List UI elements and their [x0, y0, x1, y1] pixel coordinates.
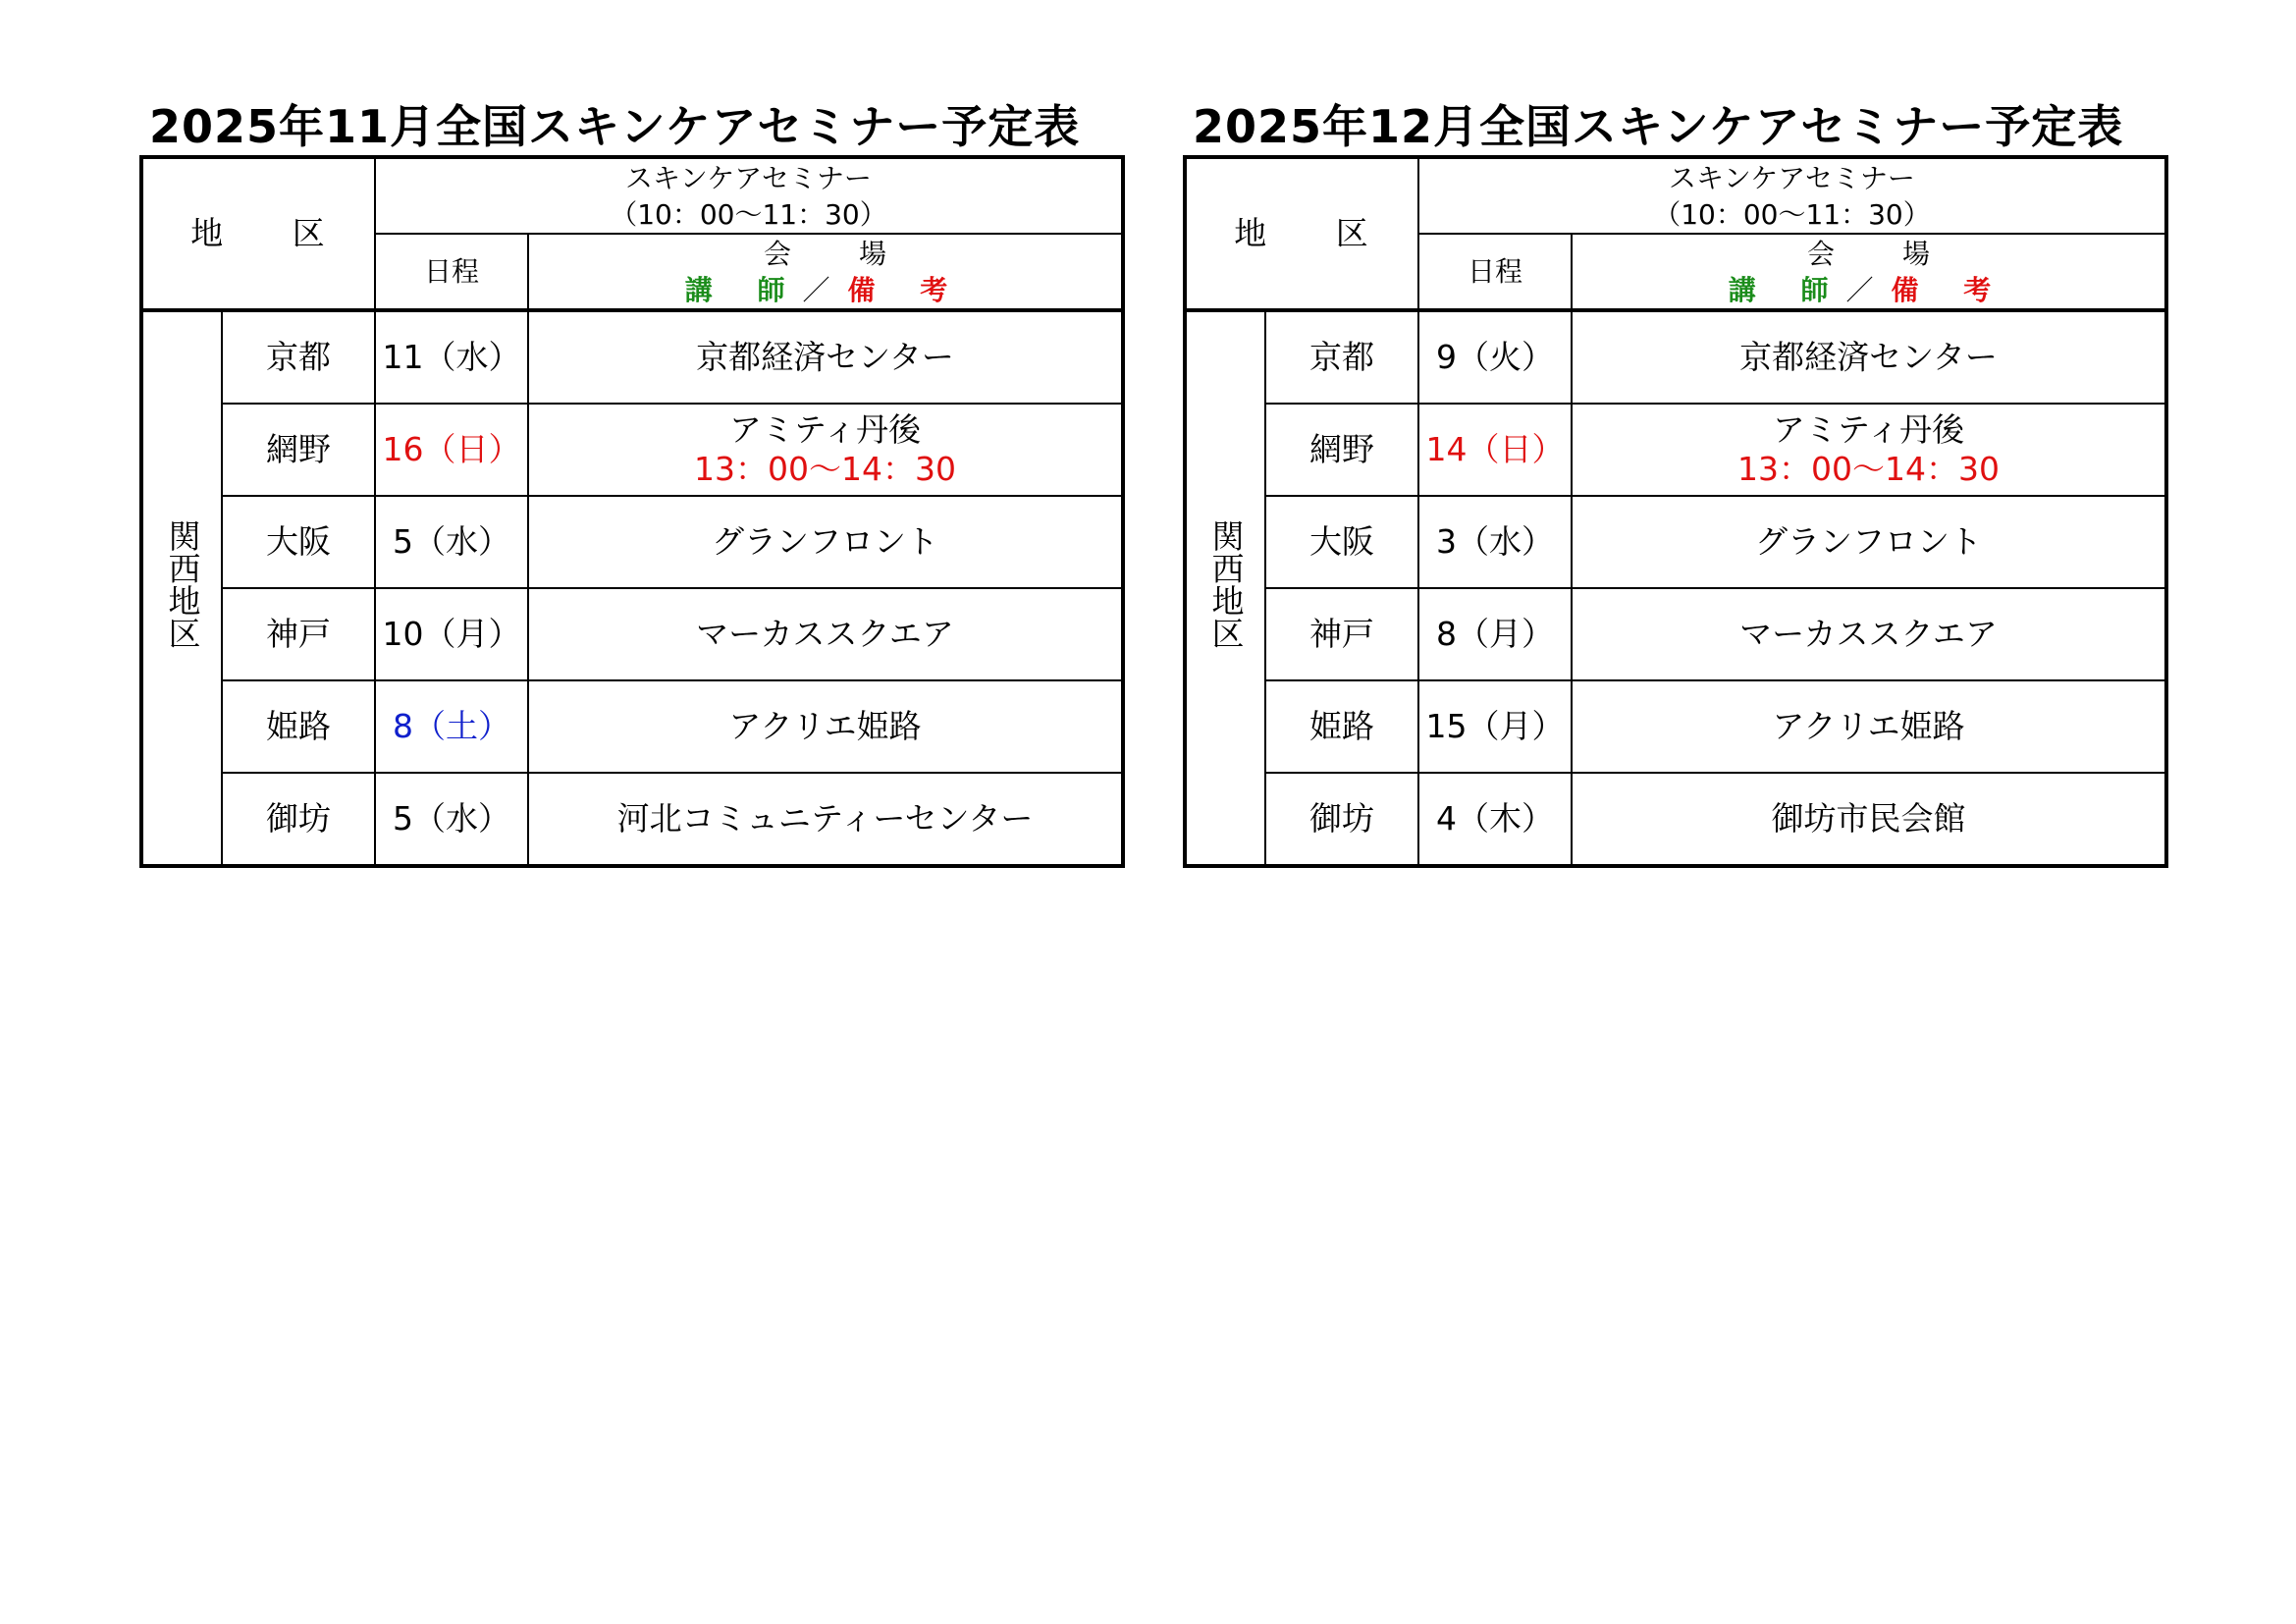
- remarks-label: 備 考: [847, 273, 966, 306]
- venue-header-label: 会 場: [764, 237, 916, 270]
- date-header: 日程: [1418, 234, 1572, 310]
- seminar-title: スキンケアセミナー: [1669, 161, 1915, 194]
- schedule-november: [139, 98, 1121, 868]
- date-cell: 5（水）: [375, 496, 528, 588]
- venue-name: マーカススクエア: [1739, 615, 1998, 653]
- date-header: 日程: [375, 234, 528, 310]
- seminar-header: [375, 157, 1123, 234]
- city-cell: 京都: [222, 310, 375, 404]
- venue-cell: [528, 310, 1123, 404]
- venue-name: 京都経済センター: [696, 338, 954, 376]
- region-cell: [1185, 310, 1265, 866]
- venue-name: 御坊市民会館: [1771, 799, 1966, 838]
- schedule-december: [1183, 98, 2164, 868]
- remarks-label: 備 考: [1891, 273, 2009, 306]
- city-cell: 大阪: [222, 496, 375, 588]
- city-cell: 神戸: [1265, 588, 1418, 680]
- venue-name: マーカススクエア: [696, 615, 954, 653]
- venue-name: アクリエ姫路: [1772, 707, 1965, 745]
- area-header: 地 区: [1185, 157, 1418, 310]
- city-cell: 姫路: [222, 680, 375, 773]
- venue-cell: [528, 680, 1123, 773]
- date-cell: 11（水）: [375, 310, 528, 404]
- region-cell: [141, 310, 222, 866]
- venue-name: アミティ丹後: [1772, 410, 1965, 449]
- venue-name: アミティ丹後: [728, 410, 922, 449]
- venue-cell: [528, 588, 1123, 680]
- venue-header-label: 会 場: [1807, 237, 1959, 270]
- venue-cell: [528, 496, 1123, 588]
- schedule-table: [139, 155, 1125, 868]
- venue-name: 京都経済センター: [1739, 338, 1998, 376]
- schedule-title: 2025年12月全国スキンケアセミナー予定表: [1193, 100, 2124, 153]
- schedule-table: [1183, 155, 2168, 868]
- city-cell: 網野: [222, 404, 375, 496]
- city-cell: 大阪: [1265, 496, 1418, 588]
- date-cell: 9（火）: [1418, 310, 1572, 404]
- venue-header: [1572, 234, 2166, 310]
- region-label: 関西地区: [163, 518, 202, 649]
- area-header: 地 区: [141, 157, 375, 310]
- seminar-title: スキンケアセミナー: [625, 161, 872, 194]
- venue-name: 河北コミュニティーセンター: [616, 799, 1034, 838]
- seminar-time: （10：00～11：30）: [610, 197, 887, 231]
- venue-cell: [1572, 310, 2166, 404]
- venue-cell: [528, 404, 1123, 496]
- date-cell: 10（月）: [375, 588, 528, 680]
- seminar-header: [1418, 157, 2166, 234]
- date-cell: 14（日）: [1418, 404, 1572, 496]
- lecturer-label: 講 師: [684, 273, 803, 306]
- date-cell: 16（日）: [375, 404, 528, 496]
- date-cell: 8（土）: [375, 680, 528, 773]
- city-cell: 姫路: [1265, 680, 1418, 773]
- slash-label: ／: [802, 273, 848, 306]
- city-cell: 網野: [1265, 404, 1418, 496]
- venue-name: グランフロント: [1755, 522, 1982, 561]
- venue-cell: [1572, 588, 2166, 680]
- venue-note: 13：00～14：30: [1737, 450, 2000, 488]
- seminar-time: （10：00～11：30）: [1653, 197, 1931, 231]
- venue-cell: [1572, 680, 2166, 773]
- venue-name: アクリエ姫路: [728, 707, 922, 745]
- venue-cell: [1572, 496, 2166, 588]
- lecturer-label: 講 師: [1728, 273, 1846, 306]
- venue-cell: [1572, 404, 2166, 496]
- note-header: [1573, 272, 2164, 308]
- venue-header: [528, 234, 1123, 310]
- venue-cell: [528, 773, 1123, 866]
- date-cell: 5（水）: [375, 773, 528, 866]
- date-cell: 15（月）: [1418, 680, 1572, 773]
- slash-label: ／: [1845, 273, 1892, 306]
- venue-name: グランフロント: [712, 522, 938, 561]
- city-cell: 御坊: [1265, 773, 1418, 866]
- date-cell: 8（月）: [1418, 588, 1572, 680]
- note-header: [529, 272, 1121, 308]
- region-label: 関西地区: [1206, 518, 1246, 649]
- city-cell: 京都: [1265, 310, 1418, 404]
- date-cell: 3（水）: [1418, 496, 1572, 588]
- date-cell: 4（木）: [1418, 773, 1572, 866]
- venue-cell: [1572, 773, 2166, 866]
- city-cell: 御坊: [222, 773, 375, 866]
- schedule-title: 2025年11月全国スキンケアセミナー予定表: [149, 100, 1081, 153]
- venue-note: 13：00～14：30: [694, 450, 956, 488]
- city-cell: 神戸: [222, 588, 375, 680]
